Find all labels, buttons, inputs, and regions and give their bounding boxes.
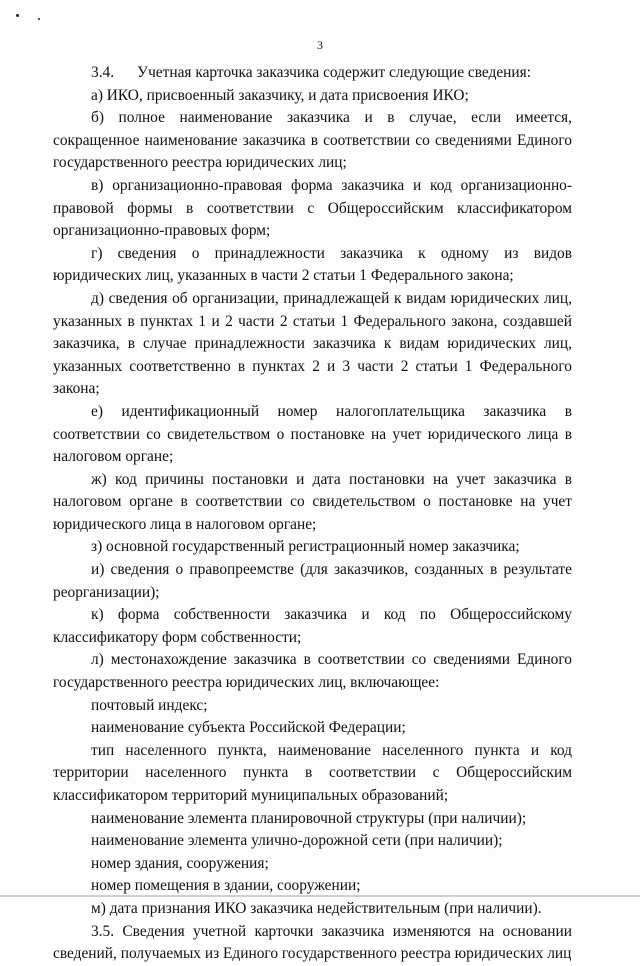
paragraph-3-5: 3.5. Сведения учетной карточки заказчика изменяются на основании сведений, получаемых из Единого государственного реестра юридических лиц: [53, 922, 572, 963]
paragraph-region-name: наименование субъекта Российской Федерации;: [91, 719, 406, 737]
paragraph-item-a: а) ИКО, присвоенный заказчику, и дата присвоения ИКО;: [91, 86, 469, 104]
scan-artifact-dot: [38, 18, 40, 20]
paragraph-3-4: 3.4. Учетная карточка заказчика содержит следующие сведения:: [91, 64, 532, 81]
scan-artifact-dot: [16, 14, 19, 17]
paragraph-planning-element: наименование элемента планировочной структуры (при наличии);: [91, 809, 527, 827]
page-bottom-edge: [0, 895, 640, 897]
paragraph-settlement: тип населенного пункта, наименование населенного пункта и код территории населенного пункта в соответствии с Общероссийским классификатором территорий муниципальных образований;: [53, 741, 572, 804]
paragraph-item-z: з) основной государственный регистрационный номер заказчика;: [91, 538, 520, 556]
paragraph-street-element: наименование элемента улично-дорожной сети (при наличии);: [91, 832, 503, 850]
paragraph-postal-index: почтовый индекс;: [91, 696, 208, 714]
paragraph-item-m: м) дата признания ИКО заказчика недействительным (при наличии).: [91, 899, 542, 917]
paragraph-building-number: номер здания, сооружения;: [91, 854, 269, 872]
paragraph-item-k: к) форма собственности заказчика и код по Общероссийскому классификатору форм собственности;: [53, 606, 572, 646]
page-number: 3: [317, 38, 323, 52]
paragraph-item-l: л) местонахождение заказчика в соответствии со сведениями Единого государственного реестра юридических лиц, включающее:: [53, 651, 572, 692]
paragraph-item-zh: ж) код причины постановки и дата постановки на учет заказчика в налоговом органе в соответствии со свидетельством о постановке на учет юридического лица в налоговом органе;: [53, 470, 572, 533]
document-body: [53, 62, 572, 966]
paragraph-item-g: г) сведения о принадлежности заказчика к одному из видов юридических лиц, указанных в части 2 статьи 1 Федерального закона;: [53, 244, 572, 285]
paragraph-item-e: е) идентификационный номер налогоплательщика заказчика в соответствии со свидетельством о постановке на учет юридического лица в налоговом органе;: [53, 402, 572, 466]
paragraph-item-b: б) полное наименование заказчика и в случае, если имеется, сокращенное наименование заказчика в соответствии со сведениями Единого государственного реестра юридических лиц;: [53, 109, 572, 172]
paragraph-item-i: и) сведения о правопреемстве (для заказчиков, созданных в результате реорганизации);: [53, 561, 572, 601]
paragraph-item-v: в) организационно-правовая форма заказчика и код организационно-правовой формы в соответствии с Общероссийским классификатором организационно-правовых форм;: [53, 176, 572, 240]
paragraph-item-d: д) сведения об организации, принадлежащей к видам юридических лиц, указанных в пунктах 1 и 2 части 2 статьи 1 Федерального закона, создавшей заказчика, в случае принадлежности заказчика к видам юридических лиц, указанных соответственно в пунктах 2 и 3 части 2 статьи 1 Федерального закона;: [53, 289, 572, 398]
paragraph-room-number: номер помещения в здании, сооружении;: [91, 877, 361, 895]
